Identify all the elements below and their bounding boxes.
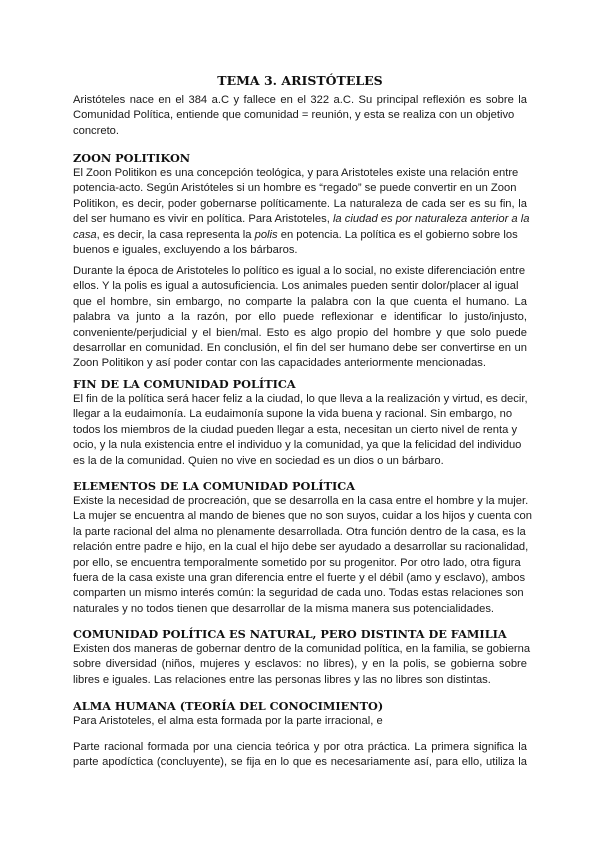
text-line: todos los miembros de la ciudad pueden llegar a esta, necesitan un cierto nivel de renta y <box>73 423 518 436</box>
italic-phrase: casa <box>73 228 97 241</box>
text-line: La mujer se encuentra al mando de bienes que no son suyos, cuidar a los hijos y cuenta con <box>73 510 532 523</box>
text-line: Parte racional formada por una ciencia teórica y por otra práctica. La primera significa la <box>73 741 527 753</box>
text-line: palabra va junto a la razón, por ello puede reflexionar e identificar lo justo/injusto, <box>73 311 527 324</box>
text-line: concreto. <box>73 124 120 137</box>
text-line: libres e iguales. Las relaciones entre las personas libres y las no libres son distintas. <box>73 673 491 686</box>
text-run: del ser humano es vivir en política. Para Aristoteles, <box>73 213 333 226</box>
section-paragraph <box>73 740 527 771</box>
text-line: Existe la necesidad de procreación, que se desarrolla en la casa entre el hombre y la mujer. <box>73 495 529 507</box>
page-title: TEMA 3. ARISTÓTELES <box>217 73 383 88</box>
text-line: es la de la comunidad. Quien no vive en sociedad es un dios o un bárbaro. <box>73 454 444 467</box>
text-line: Para Aristoteles, el alma esta formada por la parte irracional, e <box>73 715 383 727</box>
text-line <box>73 212 530 227</box>
text-line: por ello, se encuentra temporalmente sometido por su progenitor. Por otro lado, otra figura <box>73 556 521 569</box>
text-line <box>73 228 527 243</box>
section-paragraph <box>73 494 532 617</box>
text-line: Comunidad Política, entiende que comunidad = reunión, y esta se realiza con un objetivo <box>73 109 515 122</box>
section-heading-fin-comunidad: FIN DE LA COMUNIDAD POLÍTICA <box>73 377 296 391</box>
text-line: El fin de la política será hacer feliz a la ciudad, lo que lleva a la realización y virtud, es decir, <box>73 393 528 405</box>
text-line: potencia-acto. Según Aristóteles si un hombre es “regado” se puede convertir en un Zoon <box>73 182 517 195</box>
text-line: conveniente/perjudicial y el bien/mal. Esto es algo propio del hombre y que solo puede <box>73 326 527 339</box>
section-heading-comunidad-natural: COMUNIDAD POLÍTICA ES NATURAL, PERO DISTINTA DE FAMILIA <box>73 627 507 641</box>
text-line: El Zoon Politikon es una concepción teológica, y para Aristoteles existe una relación entre <box>73 167 519 179</box>
text-line: Politikon, es decir, poder gobernarse políticamente. La naturaleza de cada ser es su fin, la <box>73 197 527 210</box>
section-heading-zoon-politikon: ZOON POLITIKON <box>73 151 191 165</box>
text-line: la parte racional del alma no plenamente desarrollada. Otra función dentro de la casa, es la <box>73 525 526 538</box>
text-line: Aristóteles nace en el 384 a.C y fallece en el 322 a.C. Su principal reflexión es sobre la <box>73 94 527 106</box>
section-paragraph <box>73 264 527 372</box>
text-line: buenos e iguales, excluyendo a los bárbaros. <box>73 244 298 257</box>
text-line: relación entre padre e hijo, en la cual el hijo debe ser ayudado a desarrollar su racionalidad, <box>73 541 529 554</box>
section-paragraph <box>73 166 530 258</box>
text-line: llegar a la eudaimonía. La eudaimonía supone la vida buena y racional. Sin embargo, no <box>73 408 513 421</box>
text-run: , es decir, la casa representa la <box>96 228 255 241</box>
intro-paragraph <box>73 93 527 139</box>
italic-phrase: la ciudad es por naturaleza anterior a la <box>332 213 530 226</box>
text-line: Zoon Politikon y así poder contar con las capacidades anteriormente mencionadas. <box>73 357 486 370</box>
text-line: fuera de la casa existe una gran diferencia entre el fuerte y el débil (amo y esclavo), ambos <box>73 572 526 585</box>
text-run: en potencia. La política es el gobierno sobre los <box>277 228 518 241</box>
text-line: Durante la época de Aristoteles lo político es igual a lo social, no existe diferenciación entre <box>73 265 526 277</box>
section-heading-elementos: ELEMENTOS DE LA COMUNIDAD POLÍTICA <box>73 479 356 493</box>
section-paragraph <box>73 392 527 469</box>
text-line: sobre diversidad (niños, mujeres y esclavos: no libres), y en la polis, se gobierna sobre <box>73 658 527 671</box>
text-line: ellos. Y la polis es igual a autosuficiencia. Los animales pueden sentir dolor/placer al igual <box>73 280 519 293</box>
text-line: naturales y no todos tienen que desarrollar de la misma manera sus potencialidades. <box>73 602 495 615</box>
section-heading-alma-humana: ALMA HUMANA (TEORÍA DEL CONOCIMIENTO) <box>73 699 384 713</box>
section-paragraph <box>73 642 531 688</box>
text-line: parte apodíctica (concluyente), se fija en lo que es necesariamente así, para ello, utiliza la <box>73 756 527 769</box>
text-line: ocio, y la nula existencia entre el individuo y la comunidad, ya que la felicidad del individuo <box>73 439 522 452</box>
text-line: comparten un mismo interés común: la seguridad de cada uno. Todas estas relaciones son <box>73 587 524 600</box>
text-line: desarrollar en comunidad. En conclusión, el fin del ser humano debe ser convertirse en un <box>73 342 527 355</box>
italic-word: polis <box>254 228 278 241</box>
text-line: que el hombre, sin embargo, no comparte la palabra con la que cuenta el humano. La <box>73 295 527 308</box>
section-paragraph <box>73 714 527 729</box>
text-line: Existen dos maneras de gobernar dentro de la comunidad política, en la familia, se gobierna <box>73 643 531 655</box>
